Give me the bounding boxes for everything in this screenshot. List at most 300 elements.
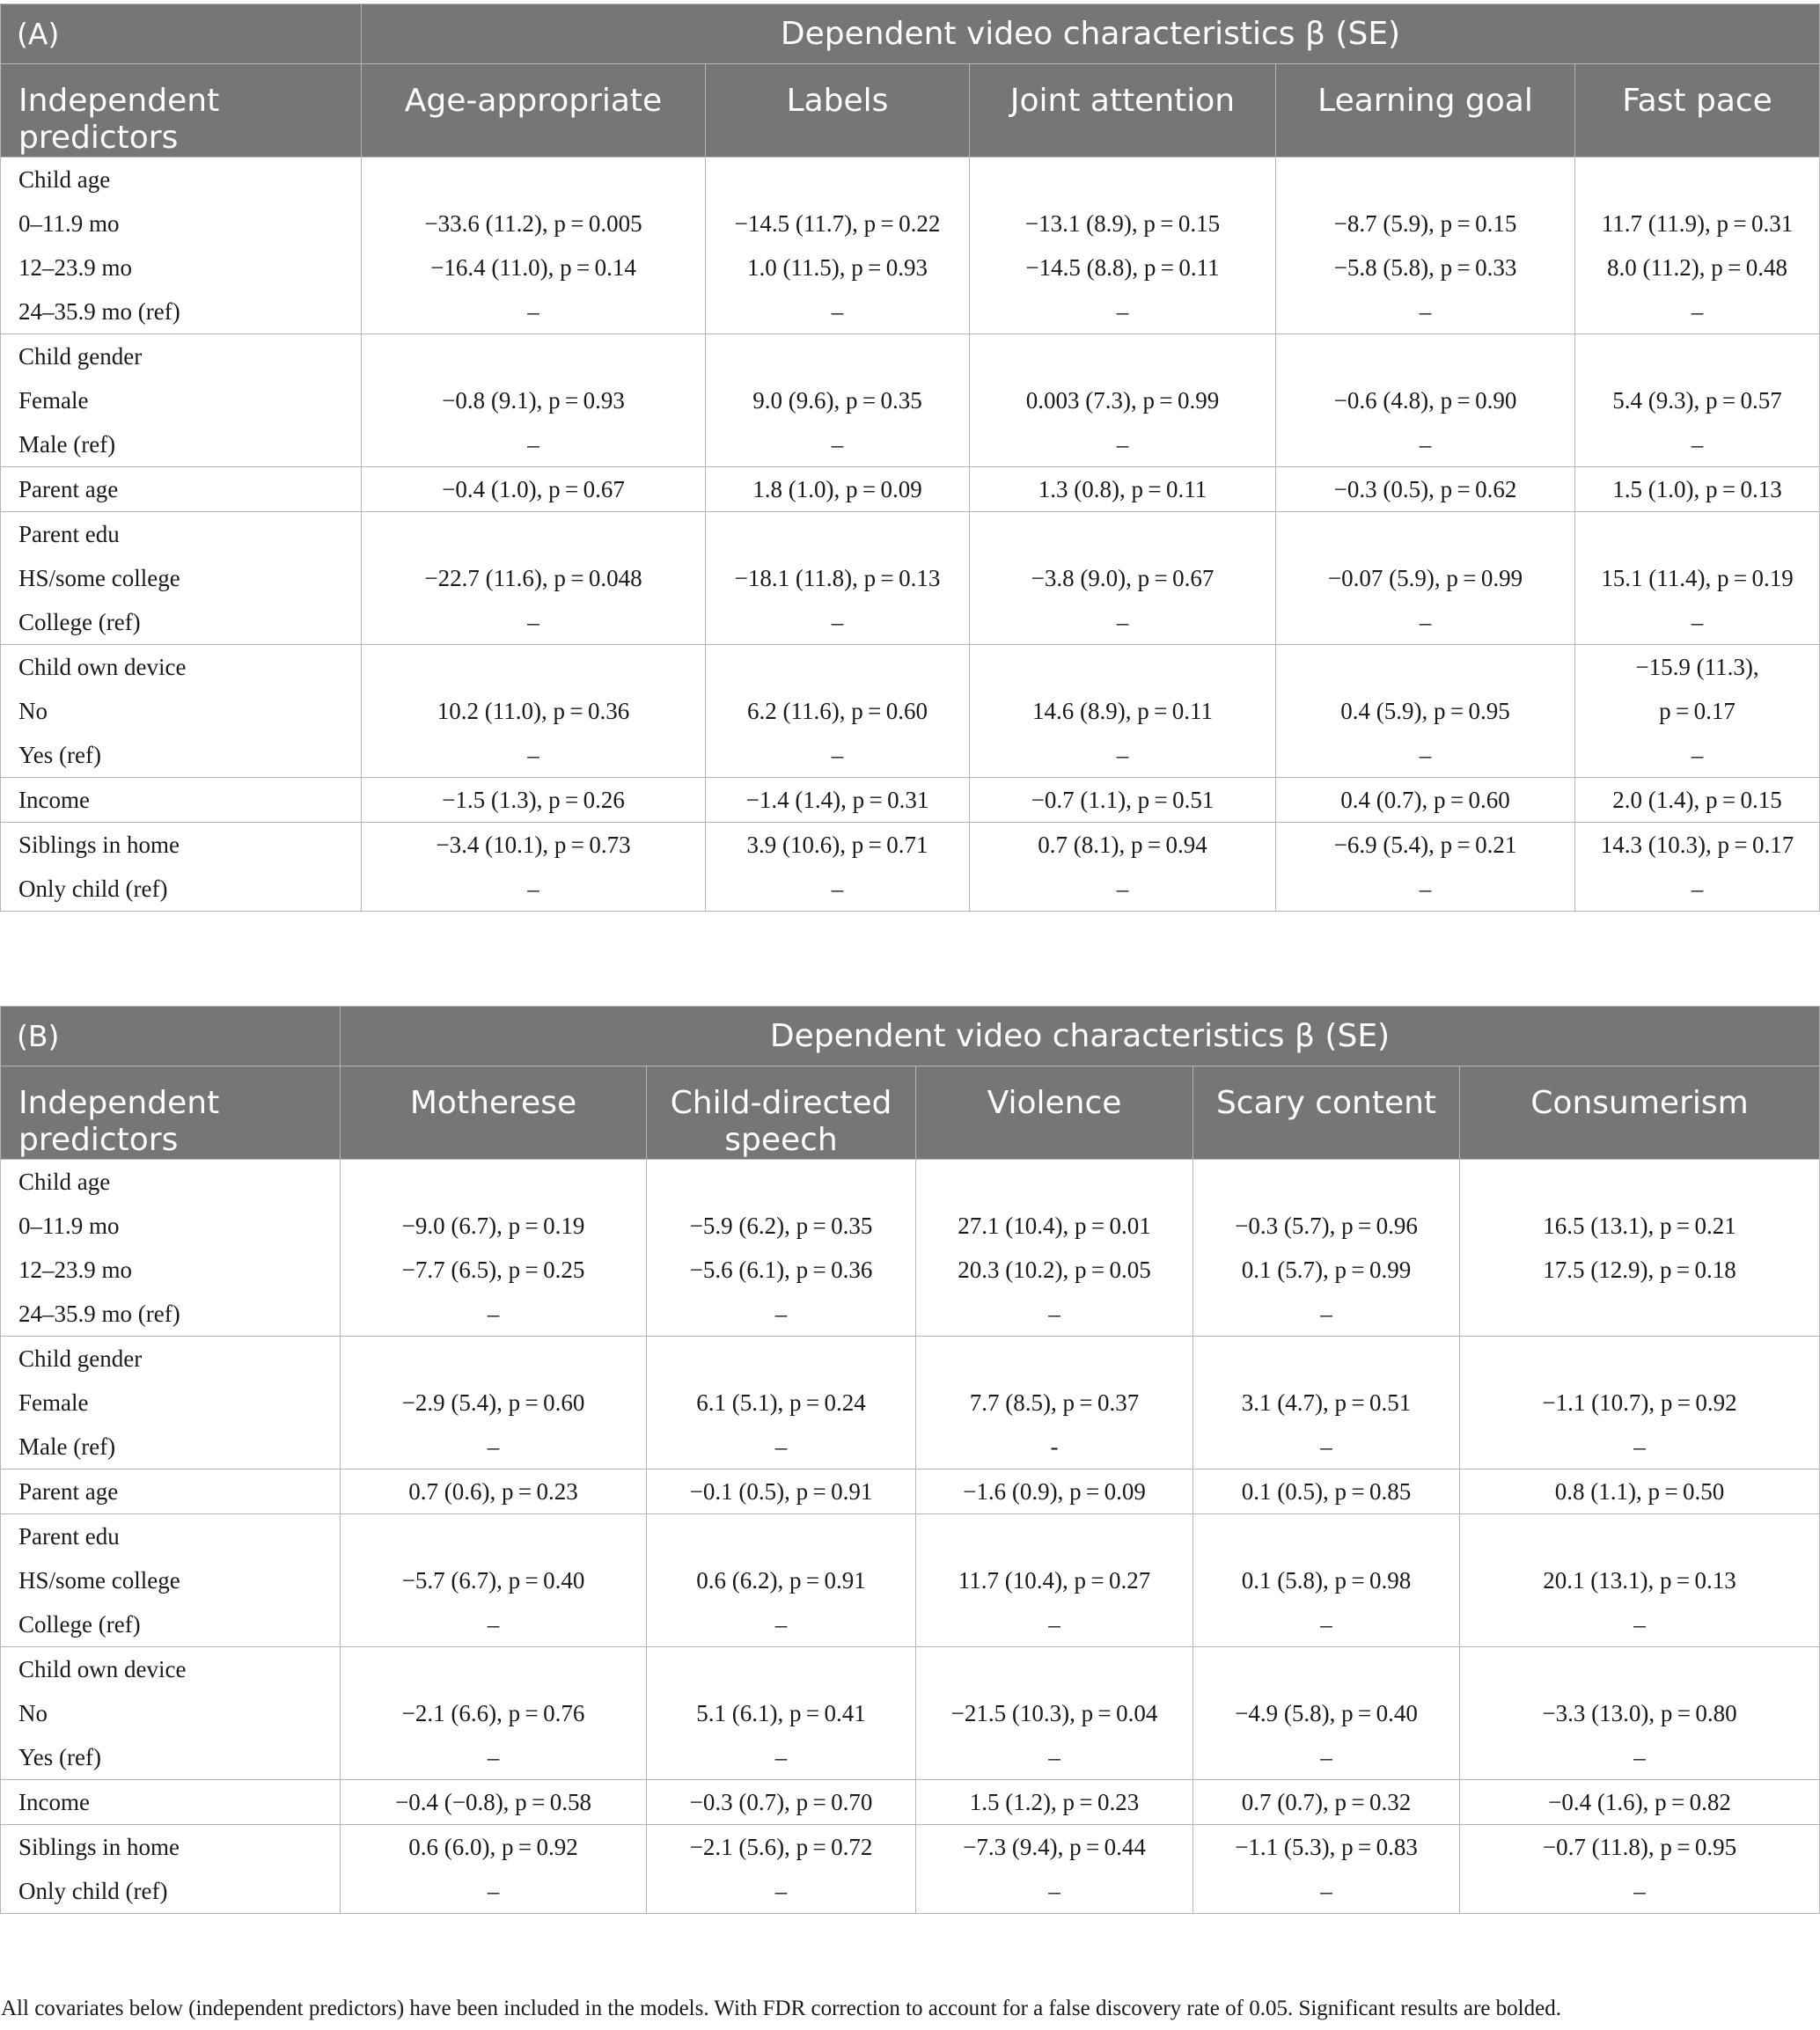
blank-line (341, 1514, 646, 1558)
estimate-value: −0.7 (1.1), p = 0.51 (1031, 787, 1215, 813)
predictor-level-label: 0–11.9 mo (18, 210, 120, 237)
column-header: Learning goal (1276, 64, 1575, 158)
blank-line (341, 1160, 646, 1204)
estimate-cell (1193, 1647, 1460, 1780)
estimate-value: – (1116, 742, 1129, 768)
predictor-group-row (1, 1469, 1820, 1514)
estimate-cell (1193, 1337, 1460, 1469)
estimate-cell (1276, 512, 1575, 645)
predictor-group-row (1, 823, 1820, 912)
column-header: Fast pace (1575, 64, 1820, 158)
estimate-cell (362, 823, 706, 912)
estimate-value: −15.9 (11.3), (1635, 654, 1759, 680)
estimate-value: – (527, 742, 539, 768)
estimate-value: – (1320, 1611, 1332, 1638)
estimate-value: – (487, 1433, 500, 1460)
predictor-title: Parent edu (18, 521, 120, 547)
estimate-value: 0.7 (8.1), p = 0.94 (1038, 832, 1207, 858)
blank-line (647, 1647, 915, 1691)
estimate-value: – (1320, 1878, 1332, 1904)
predictor-level-label: College (ref) (18, 609, 141, 635)
blank-line (362, 334, 705, 378)
predictor-level-label: College (ref) (18, 1611, 141, 1638)
predictor-cell (1, 1337, 341, 1469)
estimate-value: – (1419, 609, 1432, 635)
estimate-cell (1575, 467, 1820, 512)
predictor-cell (1, 467, 362, 512)
estimate-cell (647, 1469, 916, 1514)
estimate-value: – (1691, 298, 1704, 325)
column-header: Labels (706, 64, 970, 158)
estimate-value: – (1116, 298, 1129, 325)
blank-line (362, 512, 705, 556)
estimate-value: −9.0 (6.7), p = 0.19 (401, 1213, 585, 1239)
column-header: Joint attention (970, 64, 1276, 158)
independent-predictors-header: Independent predictors (1, 1066, 341, 1160)
estimate-value: −0.4 (−0.8), p = 0.58 (395, 1789, 591, 1815)
estimate-cell (362, 645, 706, 778)
estimate-cell (706, 823, 970, 912)
estimate-value: −5.6 (6.1), p = 0.36 (689, 1257, 873, 1283)
estimate-value: 8.0 (11.2), p = 0.48 (1606, 254, 1788, 281)
estimate-value: −33.6 (11.2), p = 0.005 (424, 210, 642, 237)
estimate-value: – (1419, 876, 1432, 902)
estimate-value: – (1691, 431, 1704, 458)
estimate-value: −3.8 (9.0), p = 0.67 (1031, 565, 1215, 591)
blank-line (1276, 512, 1574, 556)
blank-line (706, 158, 969, 202)
predictor-group-row (1, 512, 1820, 645)
estimate-value: – (774, 1744, 788, 1770)
estimate-value: – (487, 1744, 500, 1770)
blank-line (1276, 158, 1574, 202)
estimate-value (1460, 1292, 1819, 1336)
predictor-group-row (1, 467, 1820, 512)
estimate-cell (970, 334, 1276, 467)
estimate-value: −18.1 (11.8), p = 0.13 (734, 565, 941, 591)
estimate-value: 0.4 (5.9), p = 0.95 (1340, 698, 1510, 724)
predictor-level-label: 12–23.9 mo (18, 254, 133, 281)
predictor-level-label: Male (ref) (18, 1433, 116, 1460)
estimate-cell (916, 1514, 1193, 1647)
estimate-cell (362, 512, 706, 645)
estimate-value: −0.8 (9.1), p = 0.93 (442, 387, 625, 414)
dependent-header-text: Dependent video characteristics β (SE) (780, 15, 1401, 52)
dependent-header-text: Dependent video characteristics β (SE) (769, 1017, 1391, 1054)
estimate-value: −0.3 (0.5), p = 0.62 (1333, 476, 1517, 502)
estimate-value: – (774, 1878, 788, 1904)
estimate-value: 0.1 (5.8), p = 0.98 (1241, 1567, 1412, 1594)
estimate-value: – (1691, 742, 1704, 768)
estimate-cell (647, 1160, 916, 1337)
estimate-value: – (1633, 1878, 1646, 1904)
estimate-value: 14.6 (8.9), p = 0.11 (1031, 698, 1214, 724)
estimate-cell (970, 467, 1276, 512)
estimate-value: 11.7 (10.4), p = 0.27 (958, 1567, 1151, 1594)
estimate-cell (1276, 645, 1575, 778)
estimate-cell (1193, 1780, 1460, 1825)
estimate-value: −1.4 (1.4), p = 0.31 (745, 787, 929, 813)
blank-line (647, 1337, 915, 1381)
estimate-value: 20.3 (10.2), p = 0.05 (958, 1257, 1151, 1283)
estimate-cell (1575, 158, 1820, 334)
predictor-level-label: No (18, 1700, 48, 1726)
estimate-cell (1575, 334, 1820, 467)
estimate-value: – (1048, 1878, 1060, 1904)
estimate-value: −5.9 (6.2), p = 0.35 (689, 1213, 873, 1239)
estimate-cell (916, 1780, 1193, 1825)
estimate-value: −0.07 (5.9), p = 0.99 (1327, 565, 1523, 591)
estimate-cell (341, 1469, 647, 1514)
blank-line (970, 645, 1275, 689)
estimate-value: – (1320, 1433, 1332, 1460)
blank-line (706, 512, 969, 556)
predictor-level-label: Only child (ref) (18, 1878, 168, 1904)
estimate-value: −3.4 (10.1), p = 0.73 (436, 832, 631, 858)
estimate-cell (341, 1780, 647, 1825)
estimate-value: −1.1 (5.3), p = 0.83 (1235, 1834, 1418, 1860)
predictor-group-row (1, 1337, 1820, 1469)
predictor-cell (1, 1160, 341, 1337)
blank-line (1193, 1514, 1459, 1558)
estimate-value: – (527, 876, 539, 902)
estimate-value: – (1320, 1744, 1332, 1770)
panel-label: (A) (1, 4, 362, 64)
blank-line (1276, 645, 1574, 689)
estimate-cell (341, 1647, 647, 1780)
estimate-cell (362, 334, 706, 467)
estimate-value: 15.1 (11.4), p = 0.19 (1601, 565, 1794, 591)
dependent-header (362, 4, 1820, 64)
blank-line (362, 158, 705, 202)
estimate-value: – (1048, 1301, 1060, 1327)
estimate-value: – (831, 742, 844, 768)
estimate-value: 1.3 (0.8), p = 0.11 (1038, 476, 1207, 502)
predictor-title: Child gender (18, 343, 143, 370)
blank-line (1575, 334, 1819, 378)
predictor-title: Parent age (18, 476, 119, 502)
estimate-value: 0.7 (0.6), p = 0.23 (408, 1478, 578, 1505)
blank-line (1193, 1337, 1459, 1381)
predictor-level-label: No (18, 698, 48, 724)
estimate-cell (362, 467, 706, 512)
estimate-value: 0.7 (0.7), p = 0.32 (1241, 1789, 1412, 1815)
predictor-group-row (1, 334, 1820, 467)
estimate-value: 7.7 (8.5), p = 0.37 (969, 1389, 1140, 1416)
estimate-cell (1460, 1160, 1820, 1337)
estimate-cell (916, 1469, 1193, 1514)
predictor-level-label: 24–35.9 mo (ref) (18, 1301, 180, 1327)
blank-line (706, 334, 969, 378)
estimate-value: – (1633, 1433, 1646, 1460)
blank-line (1460, 1160, 1819, 1204)
predictor-cell (1, 1647, 341, 1780)
predictor-level-label: Yes (ref) (18, 1744, 101, 1770)
blank-line (1460, 1514, 1819, 1558)
estimate-value: −2.9 (5.4), p = 0.60 (401, 1389, 585, 1416)
estimate-value: −0.3 (5.7), p = 0.96 (1235, 1213, 1418, 1239)
estimate-cell (970, 512, 1276, 645)
estimate-cell (1276, 467, 1575, 512)
estimate-value: – (831, 609, 844, 635)
estimate-value: – (1691, 876, 1704, 902)
predictor-cell (1, 823, 362, 912)
estimate-value: – (1116, 876, 1129, 902)
blank-line (1575, 512, 1819, 556)
blank-line (916, 1514, 1193, 1558)
predictor-group-row (1, 1160, 1820, 1337)
estimate-value: −5.7 (6.7), p = 0.40 (401, 1567, 585, 1594)
predictor-level-label: Female (18, 1389, 89, 1416)
estimate-value: −1.6 (0.9), p = 0.09 (963, 1478, 1146, 1505)
estimate-value: – (1048, 1744, 1060, 1770)
regression-table-b (0, 1006, 1820, 1914)
predictor-group-row (1, 1647, 1820, 1780)
estimate-cell (1193, 1825, 1460, 1914)
blank-line (1575, 158, 1819, 202)
estimate-cell (1460, 1647, 1820, 1780)
estimate-value: 0.6 (6.0), p = 0.92 (408, 1834, 578, 1860)
estimate-cell (706, 778, 970, 823)
predictor-cell (1, 1780, 341, 1825)
estimate-cell (1575, 645, 1820, 778)
estimate-value: 27.1 (10.4), p = 0.01 (958, 1213, 1151, 1239)
estimate-cell (362, 778, 706, 823)
estimate-value: 5.1 (6.1), p = 0.41 (696, 1700, 866, 1726)
estimate-value: −2.1 (6.6), p = 0.76 (401, 1700, 585, 1726)
estimate-value: – (487, 1611, 500, 1638)
estimate-value: – (1691, 609, 1704, 635)
estimate-value: – (527, 431, 539, 458)
predictor-group-row (1, 1825, 1820, 1914)
estimate-cell (1460, 1780, 1820, 1825)
predictor-group-row (1, 158, 1820, 334)
estimate-value: −22.7 (11.6), p = 0.048 (424, 565, 642, 591)
predictor-title: Child gender (18, 1345, 143, 1372)
estimate-value: 3.9 (10.6), p = 0.71 (746, 832, 928, 858)
estimate-value: −0.7 (11.8), p = 0.95 (1542, 1834, 1737, 1860)
blank-line (916, 1337, 1193, 1381)
predictor-title: Parent age (18, 1478, 119, 1505)
estimate-cell (1460, 1825, 1820, 1914)
estimate-cell (916, 1825, 1193, 1914)
estimate-value: 14.3 (10.3), p = 0.17 (1600, 832, 1794, 858)
table-body (1, 1160, 1820, 1914)
blank-line (1276, 334, 1574, 378)
predictor-cell (1, 645, 362, 778)
estimate-value: 11.7 (11.9), p = 0.31 (1601, 210, 1794, 237)
predictor-title: Income (18, 1789, 90, 1815)
estimate-value: 1.5 (1.2), p = 0.23 (969, 1789, 1140, 1815)
regression-table-a (0, 4, 1820, 912)
estimate-cell (916, 1337, 1193, 1469)
estimate-cell (1460, 1337, 1820, 1469)
estimate-value: – (527, 298, 539, 325)
estimate-value: – (1419, 431, 1432, 458)
blank-line (1193, 1160, 1459, 1204)
estimate-value: 6.2 (11.6), p = 0.60 (746, 698, 928, 724)
estimate-value: – (487, 1878, 500, 1904)
blank-line (706, 645, 969, 689)
blank-line (970, 512, 1275, 556)
estimate-cell (1193, 1514, 1460, 1647)
estimate-value: −21.5 (10.3), p = 0.04 (950, 1700, 1158, 1726)
estimate-value: −0.3 (0.7), p = 0.70 (689, 1789, 873, 1815)
estimate-value: −1.5 (1.3), p = 0.26 (442, 787, 625, 813)
estimate-value: 0.1 (0.5), p = 0.85 (1241, 1478, 1412, 1505)
predictor-title: Siblings in home (18, 1834, 180, 1860)
estimate-value: −4.9 (5.8), p = 0.40 (1235, 1700, 1418, 1726)
blank-line (1460, 1337, 1819, 1381)
estimate-value: −6.9 (5.4), p = 0.21 (1333, 832, 1517, 858)
predictor-cell (1, 512, 362, 645)
blank-line (916, 1160, 1193, 1204)
estimate-value: – (527, 609, 539, 635)
estimate-cell (1276, 334, 1575, 467)
predictor-cell (1, 1825, 341, 1914)
estimate-value: 0.6 (6.2), p = 0.91 (696, 1567, 866, 1594)
table-body (1, 158, 1820, 912)
column-header: Violence (916, 1066, 1193, 1160)
estimate-value: - (1050, 1433, 1059, 1460)
estimate-value: −14.5 (11.7), p = 0.22 (734, 210, 941, 237)
predictor-cell (1, 158, 362, 334)
estimate-value: 0.1 (5.7), p = 0.99 (1241, 1257, 1412, 1283)
estimate-value: −8.7 (5.9), p = 0.15 (1333, 210, 1517, 237)
predictor-level-label: 24–35.9 mo (ref) (18, 298, 180, 325)
estimate-cell (647, 1514, 916, 1647)
estimate-cell (341, 1825, 647, 1914)
column-header: Motherese (341, 1066, 647, 1160)
blank-line (647, 1514, 915, 1558)
independent-predictors-header: Independent predictors (1, 64, 362, 158)
predictor-level-label: HS/some college (18, 1567, 180, 1594)
estimate-value: 5.4 (9.3), p = 0.57 (1612, 387, 1782, 414)
column-header: Age-appropriate (362, 64, 706, 158)
predictor-title: Child own device (18, 654, 187, 680)
estimate-value: 20.1 (13.1), p = 0.13 (1543, 1567, 1736, 1594)
estimate-value: – (831, 876, 844, 902)
predictor-title: Child own device (18, 1656, 187, 1682)
estimate-value: – (1116, 431, 1129, 458)
predictor-cell (1, 778, 362, 823)
predictor-level-label: Male (ref) (18, 431, 116, 458)
predictor-title: Child age (18, 166, 111, 193)
estimate-value: 2.0 (1.4), p = 0.15 (1612, 787, 1782, 813)
blank-line (916, 1647, 1193, 1691)
estimate-value: – (487, 1301, 500, 1327)
estimate-value: – (1320, 1301, 1332, 1327)
predictor-level-label: 12–23.9 mo (18, 1257, 133, 1283)
column-header: Consumerism (1460, 1066, 1820, 1160)
estimate-value: 6.1 (5.1), p = 0.24 (696, 1389, 866, 1416)
estimate-cell (706, 334, 970, 467)
estimate-cell (706, 512, 970, 645)
estimate-value: – (774, 1433, 788, 1460)
estimate-value: 1.5 (1.0), p = 0.13 (1612, 476, 1782, 502)
predictor-level-label: Female (18, 387, 89, 414)
estimate-value: −5.8 (5.8), p = 0.33 (1333, 254, 1517, 281)
estimate-cell (1276, 778, 1575, 823)
estimate-value: 1.0 (11.5), p = 0.93 (746, 254, 928, 281)
estimate-cell (647, 1825, 916, 1914)
estimate-cell (970, 158, 1276, 334)
estimate-value: 0.4 (0.7), p = 0.60 (1340, 787, 1510, 813)
estimate-cell (706, 467, 970, 512)
estimate-value: 0.003 (7.3), p = 0.99 (1025, 387, 1220, 414)
predictor-group-row (1, 1780, 1820, 1825)
estimate-cell (341, 1337, 647, 1469)
estimate-value: −0.1 (0.5), p = 0.91 (689, 1478, 873, 1505)
blank-line (341, 1647, 646, 1691)
estimate-cell (916, 1647, 1193, 1780)
estimate-value: −0.6 (4.8), p = 0.90 (1333, 387, 1517, 414)
predictor-cell (1, 1469, 341, 1514)
estimate-cell (647, 1647, 916, 1780)
estimate-cell (647, 1337, 916, 1469)
predictor-level-label: 0–11.9 mo (18, 1213, 120, 1239)
estimate-cell (1575, 512, 1820, 645)
column-header: Scary content (1193, 1066, 1460, 1160)
blank-line (1193, 1647, 1459, 1691)
predictor-level-label: HS/some college (18, 565, 180, 591)
estimate-value: 1.8 (1.0), p = 0.09 (752, 476, 922, 502)
estimate-cell (1460, 1514, 1820, 1647)
estimate-cell (1276, 823, 1575, 912)
estimate-cell (647, 1780, 916, 1825)
estimate-cell (706, 158, 970, 334)
estimate-cell (1575, 823, 1820, 912)
estimate-value: – (831, 431, 844, 458)
estimate-value: −16.4 (11.0), p = 0.14 (430, 254, 636, 281)
predictor-group-row (1, 1514, 1820, 1647)
estimate-value: 17.5 (12.9), p = 0.18 (1543, 1257, 1736, 1283)
estimate-cell (341, 1514, 647, 1647)
predictor-cell (1, 1514, 341, 1647)
blank-line (970, 334, 1275, 378)
blank-line (647, 1160, 915, 1204)
estimate-value: −7.3 (9.4), p = 0.44 (963, 1834, 1146, 1860)
estimate-value: 9.0 (9.6), p = 0.35 (752, 387, 922, 414)
estimate-value: −1.1 (10.7), p = 0.92 (1542, 1389, 1737, 1416)
estimate-cell (1460, 1469, 1820, 1514)
estimate-value: −0.4 (1.0), p = 0.67 (442, 476, 625, 502)
predictor-level-label: Only child (ref) (18, 876, 168, 902)
estimate-value: −13.1 (8.9), p = 0.15 (1024, 210, 1221, 237)
estimate-value: – (774, 1301, 788, 1327)
panel-label: (B) (1, 1007, 341, 1066)
estimate-value: – (1419, 742, 1432, 768)
estimate-cell (341, 1160, 647, 1337)
estimate-value: −14.5 (8.8), p = 0.11 (1025, 254, 1220, 281)
predictor-level-label: Yes (ref) (18, 742, 101, 768)
predictor-group-row (1, 778, 1820, 823)
predictor-cell (1, 334, 362, 467)
estimate-cell (970, 778, 1276, 823)
blank-line (341, 1337, 646, 1381)
estimate-cell (970, 645, 1276, 778)
estimate-value: 16.5 (13.1), p = 0.21 (1543, 1213, 1736, 1239)
estimate-value: 0.8 (1.1), p = 0.50 (1554, 1478, 1725, 1505)
estimate-value: −3.3 (13.0), p = 0.80 (1542, 1700, 1737, 1726)
estimate-cell (1193, 1160, 1460, 1337)
estimate-value: – (1633, 1744, 1646, 1770)
blank-line (1460, 1647, 1819, 1691)
estimate-cell (1276, 158, 1575, 334)
estimate-value: −0.4 (1.6), p = 0.82 (1548, 1789, 1731, 1815)
predictor-group-row (1, 645, 1820, 778)
predictor-title: Siblings in home (18, 832, 180, 858)
